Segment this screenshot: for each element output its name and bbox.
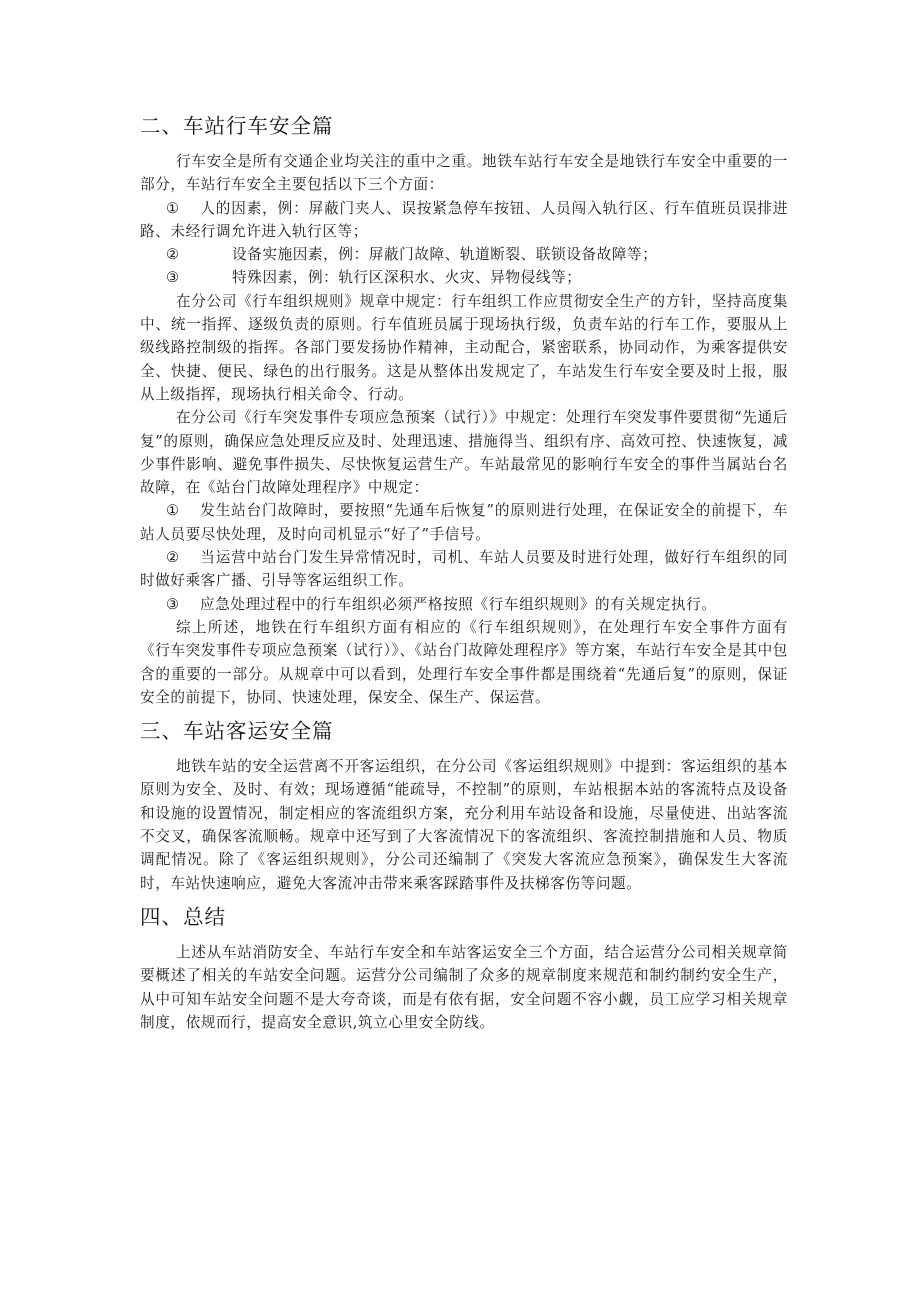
paragraph-emergency-plan: 在分公司《行车突发事件专项应急预案（试行）》中规定：处理行车突发事件要贯彻“先通后复”的原则，确保应急处理反应及时、处理迅速、措施得当、组织有序、高效可控、快速恢复，减少事件影响、避免事件损失、尽快恢复运营生产。车站最常见的影响行车安全的事件当属站台名故障，在《站台门故障处理程序》中规定： <box>140 409 788 497</box>
procedure-item-2 <box>140 546 788 593</box>
paragraph-traffic-intro: 行车安全是所有交通企业均关注的重中之重。地铁车站行车安全是地铁行车安全中重要的一部分，车站行车安全主要包括以下三个方面： <box>140 153 788 194</box>
list-item-text: 当运营中站台门发生异常情况时，司机、车站人员要及时进行处理，做好行车组织的同时做好乘客广播、引导等客运组织工作。 <box>140 549 788 590</box>
section-heading-passenger-safety: 三、车站客运安全篇 <box>140 719 334 744</box>
factor-item-human <box>140 197 788 244</box>
procedure-item-1 <box>140 499 788 546</box>
procedure-item-3 <box>140 593 788 616</box>
list-number: ① <box>166 199 180 217</box>
factor-item-special <box>140 266 788 289</box>
list-item-text: 设备实施因素，例：屏蔽门故障、轨道断裂、联锁设备故障等； <box>232 246 658 264</box>
paragraph-conclusion: 上述从车站消防安全、车站行车安全和车站客运安全三个方面，结合运营分公司相关规章简要概述了相关的车站安全问题。运营分公司编制了众多的规章制度来规范和制约制约安全生产，从中可知车站安全问题不是大夸奇谈，而是有依有据，安全问题不容小觑，员工应学习相关规章制度，依规而行，提高安全意识,筑立心里安全防线。 <box>140 943 788 1031</box>
list-number: ③ <box>166 269 180 287</box>
paragraph-traffic-summary: 综上所述，地铁在行车组织方面有相应的《行车组织规则》，在处理行车安全事件方面有《行车突发事件专项应急预案（试行）》、《站台门故障处理程序》等方案，车站行车安全是其中包含的重要的一部分。从规章中可以看到，处理行车安全事件都是围绕着“先通后复”的原则，保证安全的前提下，协同、快速处理，保安全、保生产、保运营。 <box>140 618 788 706</box>
paragraph-traffic-rules: 在分公司《行车组织规则》规章中规定：行车组织工作应贯彻安全生产的方针，坚持高度集中、统一指挥、逐级负责的原则。行车值班员属于现场执行级，负责车站的行车工作，要服从上级线路控制级的指挥。各部门要发扬协作精神，主动配合，紧密联系，协同动作，为乘客提供安全、快捷、便民、绿色的出行服务。这是从整体出发规定了，车站发生行车安全要及时上报，服从上级指挥，现场执行相关命令、行动。 <box>140 292 788 403</box>
list-number: ① <box>166 502 180 520</box>
section-heading-conclusion: 四、总结 <box>140 904 226 929</box>
list-item-text: 特殊因素，例：轨行区深积水、火灾、异物侵线等； <box>232 269 582 287</box>
list-item-text: 应急处理过程中的行车组织必须严格按照《行车组织规则》的有关规定执行。 <box>200 595 717 613</box>
section-heading-traffic-safety: 二、车站行车安全篇 <box>140 114 334 138</box>
paragraph-passenger-body: 地铁车站的安全运营离不开客运组织，在分公司《客运组织规则》中提到：客运组织的基本原则为安全、及时、有效；现场遵循“能疏导，不控制”的原则，车站根据本站的客流特点及设备和设施的设置情况，制定相应的客流组织方案，充分利用车站设备和设施，尽量使进、出站客流不交叉，确保客流顺畅。规章中还写到了大客流情况下的客流组织、客流控制措施和人员、物质调配情况。除了《客运组织规则》，分公司还编制了《突发大客流应急预案》，确保发生大客流时，车站快速响应，避免大客流冲击带来乘客踩踏事件及扶梯客伤等问题。 <box>140 758 788 892</box>
list-number: ② <box>166 549 180 567</box>
document-body <box>140 110 788 1034</box>
list-item-text: 人的因素，例：屏蔽门夹人、误按紧急停车按钮、人员闯入轨行区、行车值班员误排进路、未经行调允许进入轨行区等； <box>140 199 788 240</box>
list-number: ③ <box>166 595 180 613</box>
factor-item-equipment <box>140 243 788 266</box>
list-item-text: 发生站台门故障时，要按照“先通车后恢复”的原则进行处理，在保证安全的前提下，车站人员要尽快处理，及时向司机显示“好了”手信号。 <box>140 502 788 543</box>
list-number: ② <box>166 246 180 264</box>
